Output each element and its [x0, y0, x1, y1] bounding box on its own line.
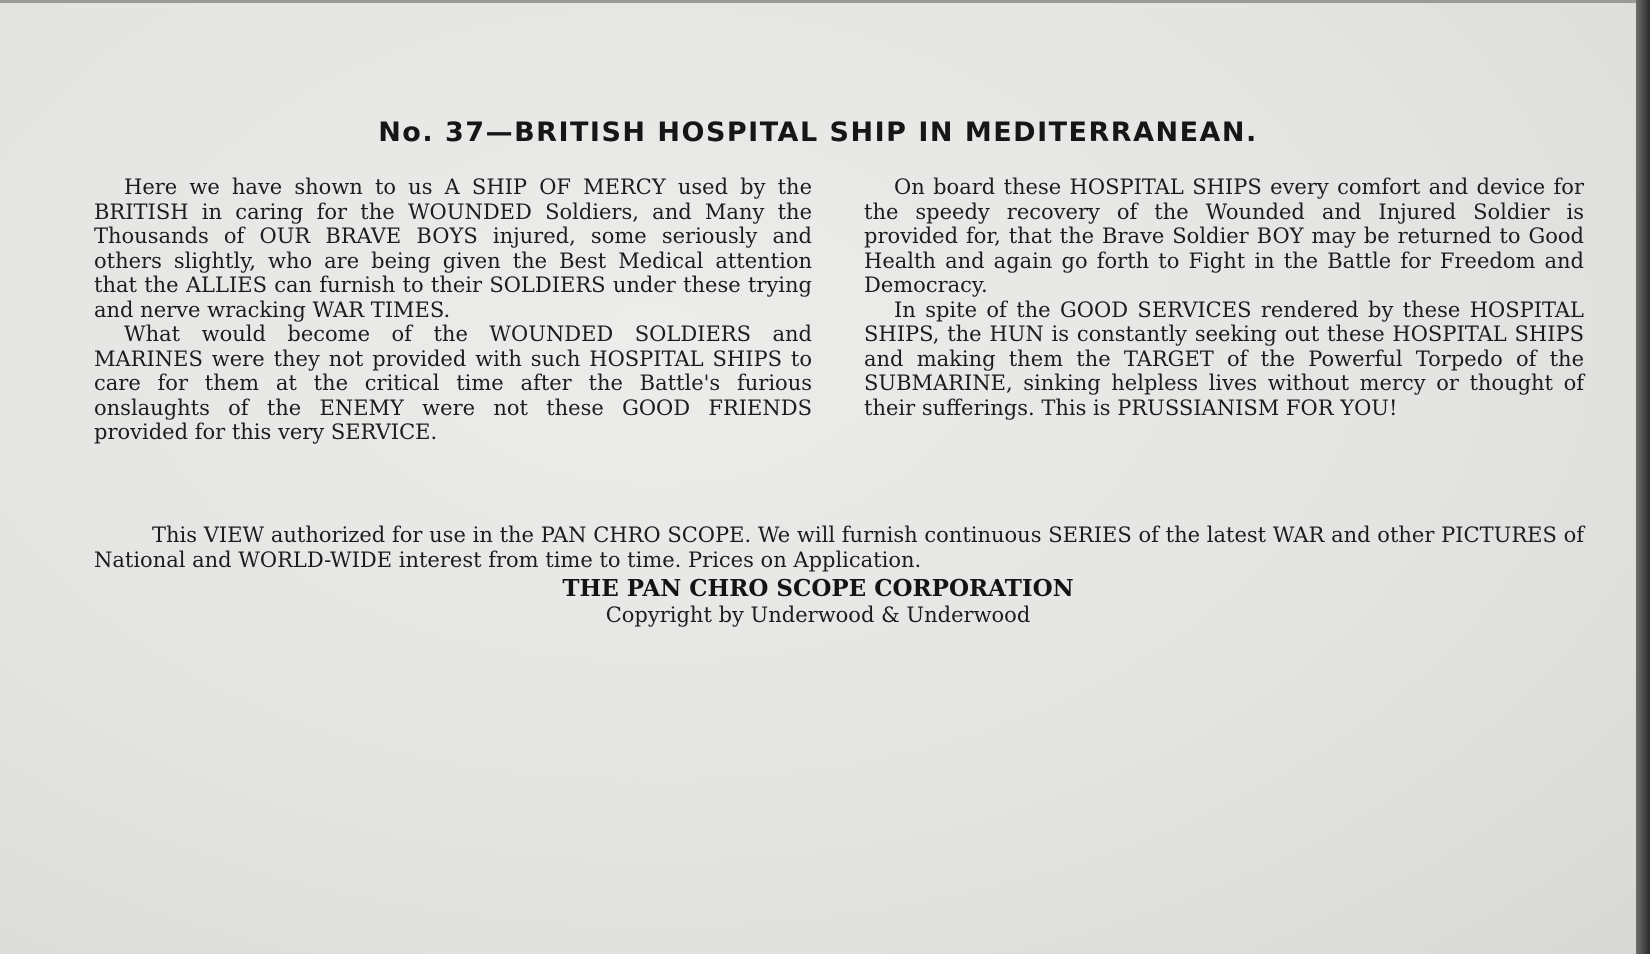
authorization-notice: This VIEW authorized for use in the PAN CHRO SCOPE. We will furnish continuous SERIES of the latest WAR and other PICTURES of National and WORLD-WIDE interest from time to time. Prices on Application. [94, 523, 1584, 572]
right-paragraph-2: In spite of the GOOD SERVICES rendered by these HOSPITAL SHIPS, the HUN is constantly seeking out these HOSPITAL SHIPS and making them the TARGET of the Powerful Torpedo of the SUBMARINE, sinking helpless lives without mercy or thought of their sufferings. This is PRUSSIANISM FOR YOU! [864, 297, 1584, 420]
right-paragraph-1: On board these HOSPITAL SHIPS every comfort and device for the speedy recovery of the Wounded and Injured Soldier is provided for, that the Brave Soldier BOY may be returned to Good Health and again go forth to Fight in the Battle for Freedom and Democracy. [864, 175, 1584, 297]
right-column [864, 175, 1584, 420]
card-title: No. 37—BRITISH HOSPITAL SHIP IN MEDITERRANEAN. [378, 117, 1258, 148]
left-paragraph-2: What would become of the WOUNDED SOLDIERS and MARINES were they not provided with such HOSPITAL SHIPS to care for them at the critical time after the Battle's furious onslaughts of the ENEMY were not these GOOD FRIENDS provided for this very SERVICE. [94, 322, 812, 444]
left-column [94, 175, 812, 445]
card-edge-shadow [1636, 0, 1650, 954]
corporation-name: THE PAN CHRO SCOPE CORPORATION [562, 575, 1074, 602]
left-paragraph-1: Here we have shown to us A SHIP OF MERCY used by the BRITISH in caring for the WOUNDED Soldiers, and Many the Thousands of OUR BRAVE BOYS injured, some seriously and others slightly, who are being given the Best Medical attention that the ALLIES can furnish to their SOLDIERS under these trying and nerve wracking WAR TIMES. [94, 175, 812, 322]
copyright-line: Copyright by Underwood & Underwood [605, 603, 1031, 627]
